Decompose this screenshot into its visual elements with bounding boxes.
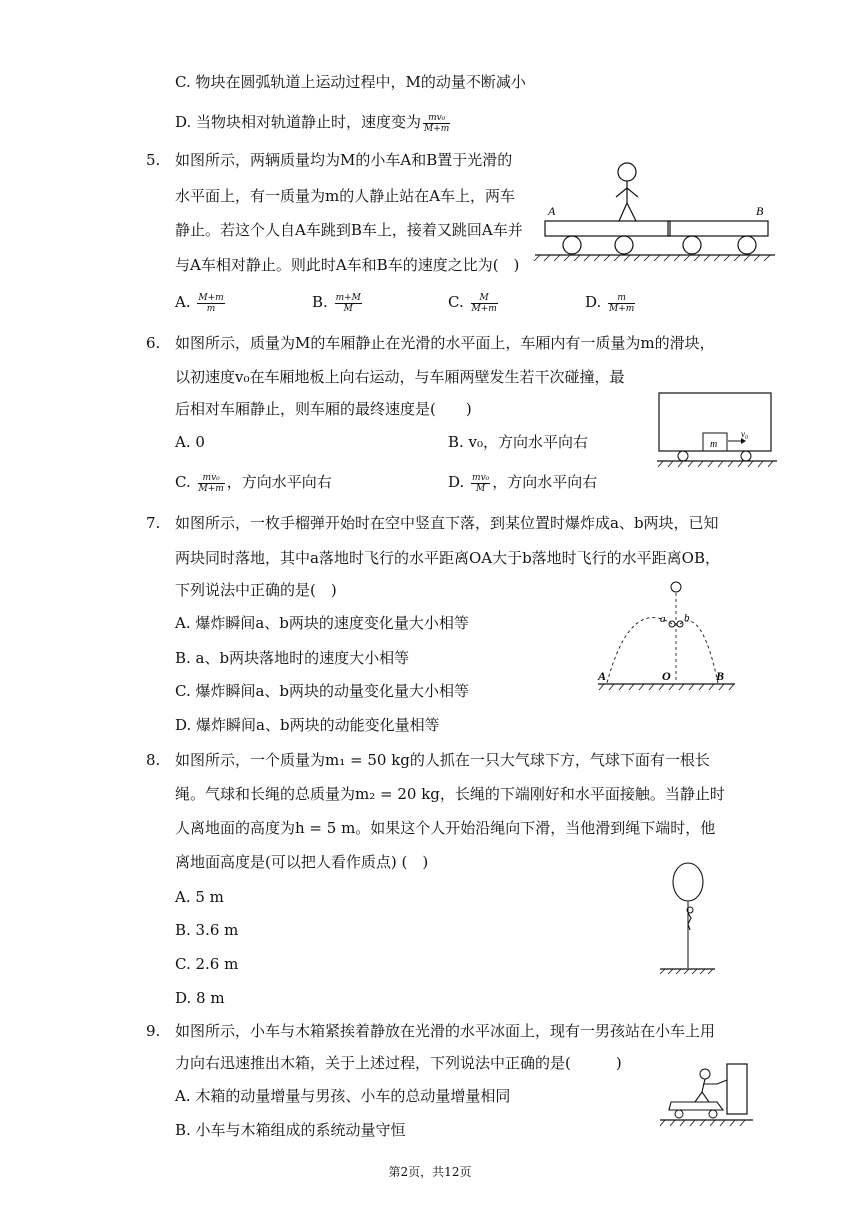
q7-line-3: 下列说法中正确的是( ) (175, 581, 337, 599)
q4-option-d (175, 112, 452, 134)
q6-number: 6. (146, 334, 161, 352)
q7-label-b: b (684, 612, 690, 624)
q4-option-d-text: D. 当物块相对轨道静止时，速度变为 (175, 113, 422, 131)
q8-option-c: C. 2.6 m (175, 955, 239, 973)
q7-label-a: a (660, 613, 666, 625)
q5-line-4: 与A车相对静止。则此时A车和B车的速度之比为( ) (175, 256, 520, 274)
q6-option-d: D. $\frac{\text{mv₀}}{M}$ ，方向水平向右 (448, 472, 598, 494)
q8-line-3: 人离地面的高度为h = 5 m。如果这个人开始沿绳向下滑，当他滑到绳下端时，他 (175, 819, 716, 837)
q6-option-c: C. $\frac{\text{mv₀}}{M+m}$ ，方向水平向右 (175, 472, 332, 494)
q5-option-d: D. $\frac{m}{M+m}$ (585, 292, 635, 314)
q9-figure-cart-box (655, 1058, 755, 1130)
q5-label-b: B (756, 204, 764, 218)
q5-number: 5. (146, 151, 161, 169)
q9-number: 9. (146, 1022, 161, 1040)
q8-line-2: 绳。气球和长绳的总质量为m₂ = 20 kg，长绳的下端刚好和水平面接触。当静止时 (175, 785, 725, 803)
q5-option-c: C. $\frac{M}{M+m}$ (448, 292, 497, 314)
q6-figure-carriage (655, 390, 780, 470)
q6-option-b: B. v₀，方向水平向右 (448, 433, 589, 451)
q5-figure-two-carts (530, 155, 780, 270)
q6-line-3: 后相对车厢静止，则车厢的最终速度是( ) (175, 400, 472, 418)
q5-line-1: 如图所示，两辆质量均为M的小车A和B置于光滑的 (175, 151, 513, 169)
q7-label-B: B (716, 669, 725, 683)
q5-label-a: A (548, 204, 556, 218)
q7-label-A: A (598, 669, 607, 683)
q6-line-2: 以初速度v₀在车厢地板上向右运动，与车厢两壁发生若干次碰撞，最 (175, 368, 625, 386)
q9-option-a: A. 木箱的动量增量与男孩、小车的总动量增量相同 (175, 1087, 511, 1105)
q8-line-1: 如图所示，一个质量为m₁ = 50 kg的人抓在一只大气球下方，气球下面有一根长 (175, 751, 710, 769)
q6-option-a: A. 0 (175, 433, 205, 451)
q8-option-d: D. 8 m (175, 989, 225, 1007)
q7-option-d: D. 爆炸瞬间a、b两块的动能变化量相等 (175, 716, 440, 734)
q6-label-v: v₀ (741, 429, 749, 439)
q9-line-2: 力向右迅速推出木箱，关于上述过程，下列说法中正确的是( ) (175, 1054, 622, 1072)
q7-option-c: C. 爆炸瞬间a、b两块的动量变化量大小相等 (175, 682, 470, 700)
q8-number: 8. (146, 751, 161, 769)
q7-line-1: 如图所示，一枚手榴弹开始时在空中竖直下落，到某位置时爆炸成a、b两块，已知 (175, 514, 719, 532)
q8-option-b: B. 3.6 m (175, 921, 239, 939)
q7-number: 7. (146, 514, 161, 532)
q4-option-d-fraction: $\frac{\text{mv₀}}{M+m}$ (424, 112, 450, 134)
q7-line-2: 两块同时落地，其中a落地时飞行的水平距离OA大于b落地时飞行的水平距离OB， (175, 549, 720, 567)
q5-line-3: 静止。若这个人自A车跳到B车上，接着又跳回A车并 (175, 221, 523, 239)
q7-option-b: B. a、b两块落地时的速度大小相等 (175, 649, 410, 667)
q7-figure-grenade (590, 577, 745, 692)
q8-option-a: A. 5 m (175, 888, 224, 906)
q5-option-a: A. $\frac{M+m}{m}$ (175, 292, 224, 314)
q5-line-2: 水平面上，有一质量为m的人静止站在A车上，两车 (175, 187, 516, 205)
q8-figure-balloon (655, 860, 720, 975)
q9-option-b: B. 小车与木箱组成的系统动量守恒 (175, 1121, 406, 1139)
q7-option-a: A. 爆炸瞬间a、b两块的速度变化量大小相等 (175, 614, 469, 632)
q7-label-O: O (662, 669, 671, 683)
q6-label-m: m (710, 439, 718, 450)
q4-option-c: C. 物块在圆弧轨道上运动过程中，M的动量不断减小 (175, 73, 526, 91)
q6-line-1: 如图所示，质量为M的车厢静止在光滑的水平面上，车厢内有一质量为m的滑块， (175, 334, 715, 352)
q8-line-4: 离地面高度是(可以把人看作质点) ( ) (175, 853, 429, 871)
q9-line-1: 如图所示，小车与木箱紧挨着静放在光滑的水平冰面上，现有一男孩站在小车上用 (175, 1022, 716, 1040)
q5-option-b: B. $\frac{m+M}{M}$ (312, 292, 361, 314)
page-footer: 第2页，共12页 (388, 1165, 472, 1179)
